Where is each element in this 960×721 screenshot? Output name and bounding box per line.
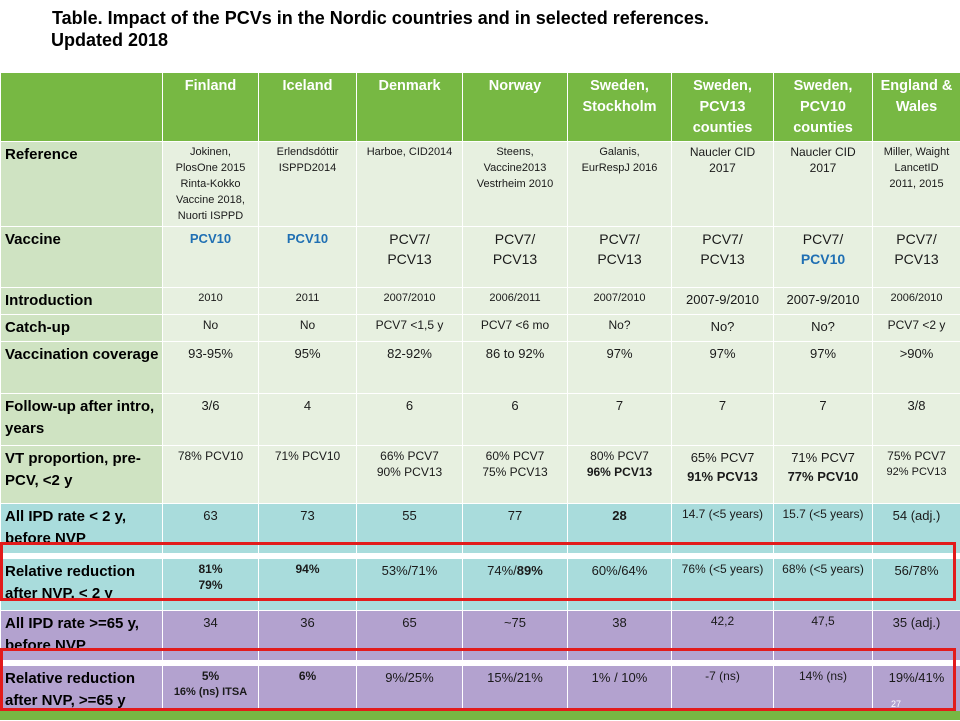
row-reference	[1, 142, 960, 227]
cell-rr-under2-england: 56/78%	[873, 559, 960, 611]
cell-coverage: 93-95%	[163, 342, 259, 394]
cell-reference-denmark: Harboe, CID2014	[357, 142, 463, 227]
cell-followup: 6	[463, 394, 568, 446]
cell-ipd-65plus: 36	[259, 611, 357, 661]
cell-followup: 3/6	[163, 394, 259, 446]
cell-reference-pcv10: Naucler CID 2017	[774, 142, 873, 227]
row-label-rr-under2: Relative reduction after NVP, < 2 y	[1, 559, 163, 611]
cell-vaccine-pcv10: PCV7/ PCV10	[774, 227, 873, 288]
row-rr-under2	[1, 559, 960, 611]
cell-ipd-65plus: ~75	[463, 611, 568, 661]
cell-ipd-under2: 14.7 (<5 years)	[672, 504, 774, 554]
cell-introduction: 2007-9/2010	[774, 288, 873, 315]
row-coverage	[1, 342, 960, 394]
cell-vt-stockholm: 80% PCV7 96% PCV13	[568, 446, 672, 504]
cell-coverage: 97%	[774, 342, 873, 394]
cell-rr-65plus-iceland: 6%	[259, 666, 357, 721]
col-header-denmark: Denmark	[357, 73, 463, 142]
cell-rr-under2-denmark: 53%/71%	[357, 559, 463, 611]
row-followup	[1, 394, 960, 446]
cell-catchup: No	[163, 315, 259, 342]
row-ipd-under2	[1, 504, 960, 554]
cell-rr-65plus-england: 19%/41%	[873, 666, 960, 721]
cell-reference-iceland: Erlendsdóttir ISPPD2014	[259, 142, 357, 227]
cell-rr-under2-iceland: 94%	[259, 559, 357, 611]
cell-followup: 4	[259, 394, 357, 446]
col-header-england-wales: England & Wales	[873, 73, 960, 142]
row-label-followup: Follow-up after intro, years	[1, 394, 163, 446]
cell-ipd-under2: 28	[568, 504, 672, 554]
row-label-ipd-under2: All IPD rate < 2 y, before NVP	[1, 504, 163, 554]
row-label-rr-65plus: Relative reduction after NVP, >=65 y	[1, 666, 163, 721]
cell-vaccine-stockholm: PCV7/ PCV13	[568, 227, 672, 288]
row-label-ipd-65plus: All IPD rate >=65 y, before NVP	[1, 611, 163, 661]
cell-catchup: PCV7 <6 mo	[463, 315, 568, 342]
cell-followup: 6	[357, 394, 463, 446]
col-header-iceland: Iceland	[259, 73, 357, 142]
title-line-2: Updated 2018	[51, 29, 952, 51]
cell-introduction: 2006/2010	[873, 288, 960, 315]
cell-introduction: 2007/2010	[568, 288, 672, 315]
cell-introduction: 2007/2010	[357, 288, 463, 315]
cell-coverage: 82-92%	[357, 342, 463, 394]
cell-followup: 7	[568, 394, 672, 446]
cell-vt-denmark: 66% PCV7 90% PCV13	[357, 446, 463, 504]
row-label-coverage: Vaccination coverage	[1, 342, 163, 394]
cell-vaccine-england: PCV7/ PCV13	[873, 227, 960, 288]
cell-ipd-65plus: 42,2	[672, 611, 774, 661]
cell-rr-under2-stockholm: 60%/64%	[568, 559, 672, 611]
cell-reference-pcv13: Naucler CID 2017	[672, 142, 774, 227]
col-header-sweden-pcv10: Sweden, PCV10 counties	[774, 73, 873, 142]
footer-bar	[0, 711, 960, 720]
col-header-norway: Norway	[463, 73, 568, 142]
row-vt-proportion	[1, 446, 960, 504]
row-introduction	[1, 288, 960, 315]
cell-catchup: No?	[672, 315, 774, 342]
row-label-introduction: Introduction	[1, 288, 163, 315]
row-label-catchup: Catch-up	[1, 315, 163, 342]
cell-rr-under2-finland: 81% 79%	[163, 559, 259, 611]
cell-vt-norway: 60% PCV7 75% PCV13	[463, 446, 568, 504]
cell-rr-65plus-pcv10: 14% (ns)	[774, 666, 873, 721]
pcv-impact-table	[0, 72, 960, 721]
cell-ipd-65plus: 34	[163, 611, 259, 661]
cell-rr-65plus-stockholm: 1% / 10%	[568, 666, 672, 721]
page-number: 27	[891, 699, 901, 709]
cell-ipd-65plus: 35 (adj.)	[873, 611, 960, 661]
cell-followup: 7	[774, 394, 873, 446]
cell-coverage: 95%	[259, 342, 357, 394]
cell-vt-finland: 78% PCV10	[163, 446, 259, 504]
row-label-vt-proportion: VT proportion, pre-PCV, <2 y	[1, 446, 163, 504]
cell-vt-iceland: 71% PCV10	[259, 446, 357, 504]
row-vaccine	[1, 227, 960, 288]
cell-ipd-under2: 73	[259, 504, 357, 554]
header-corner	[1, 73, 163, 142]
cell-vt-pcv13: 65% PCV7 91% PCV13	[672, 446, 774, 504]
cell-rr-under2-pcv13: 76% (<5 years)	[672, 559, 774, 611]
cell-rr-65plus-denmark: 9%/25%	[357, 666, 463, 721]
cell-vaccine-norway: PCV7/ PCV13	[463, 227, 568, 288]
cell-reference-stockholm: Galanis, EurRespJ 2016	[568, 142, 672, 227]
cell-rr-65plus-finland: 5% 16% (ns) ITSA	[163, 666, 259, 721]
cell-catchup: No?	[568, 315, 672, 342]
cell-catchup: No	[259, 315, 357, 342]
cell-followup: 7	[672, 394, 774, 446]
cell-ipd-under2: 15.7 (<5 years)	[774, 504, 873, 554]
cell-rr-under2-norway: 74%/89%	[463, 559, 568, 611]
cell-reference-finland: Jokinen, PlosOne 2015 Rinta-Kokko Vaccine 2018, Nuorti ISPPD	[163, 142, 259, 227]
row-ipd-65plus	[1, 611, 960, 661]
col-header-sweden-stockholm: Sweden, Stockholm	[568, 73, 672, 142]
row-label-reference: Reference	[1, 142, 163, 227]
cell-ipd-65plus: 38	[568, 611, 672, 661]
cell-ipd-under2: 77	[463, 504, 568, 554]
cell-ipd-under2: 63	[163, 504, 259, 554]
cell-rr-under2-pcv10: 68% (<5 years)	[774, 559, 873, 611]
cell-introduction: 2010	[163, 288, 259, 315]
cell-coverage: 86 to 92%	[463, 342, 568, 394]
cell-reference-norway: Steens, Vaccine2013 Vestrheim 2010	[463, 142, 568, 227]
cell-catchup: No?	[774, 315, 873, 342]
cell-ipd-under2: 54 (adj.)	[873, 504, 960, 554]
cell-introduction: 2006/2011	[463, 288, 568, 315]
header-row	[1, 73, 960, 142]
cell-introduction: 2007-9/2010	[672, 288, 774, 315]
title-line-1: Table. Impact of the PCVs in the Nordic countries and in selected references.	[52, 7, 952, 29]
row-catchup	[1, 315, 960, 342]
row-label-vaccine: Vaccine	[1, 227, 163, 288]
cell-rr-65plus-pcv13: -7 (ns)	[672, 666, 774, 721]
cell-vaccine-iceland: PCV10	[259, 227, 357, 288]
cell-followup: 3/8	[873, 394, 960, 446]
cell-coverage: 97%	[568, 342, 672, 394]
cell-vt-england: 75% PCV7 92% PCV13	[873, 446, 960, 504]
cell-vt-pcv10: 71% PCV7 77% PCV10	[774, 446, 873, 504]
cell-reference-england: Miller, Waight LancetID 2011, 2015	[873, 142, 960, 227]
cell-ipd-65plus: 65	[357, 611, 463, 661]
cell-vaccine-finland: PCV10	[163, 227, 259, 288]
slide-title	[52, 7, 952, 51]
cell-rr-65plus-norway: 15%/21%	[463, 666, 568, 721]
col-header-finland: Finland	[163, 73, 259, 142]
cell-introduction: 2011	[259, 288, 357, 315]
cell-vaccine-pcv13: PCV7/ PCV13	[672, 227, 774, 288]
cell-catchup: PCV7 <2 y	[873, 315, 960, 342]
cell-vaccine-denmark: PCV7/ PCV13	[357, 227, 463, 288]
cell-coverage: >90%	[873, 342, 960, 394]
col-header-sweden-pcv13: Sweden, PCV13 counties	[672, 73, 774, 142]
cell-coverage: 97%	[672, 342, 774, 394]
cell-catchup: PCV7 <1,5 y	[357, 315, 463, 342]
cell-ipd-under2: 55	[357, 504, 463, 554]
cell-ipd-65plus: 47,5	[774, 611, 873, 661]
